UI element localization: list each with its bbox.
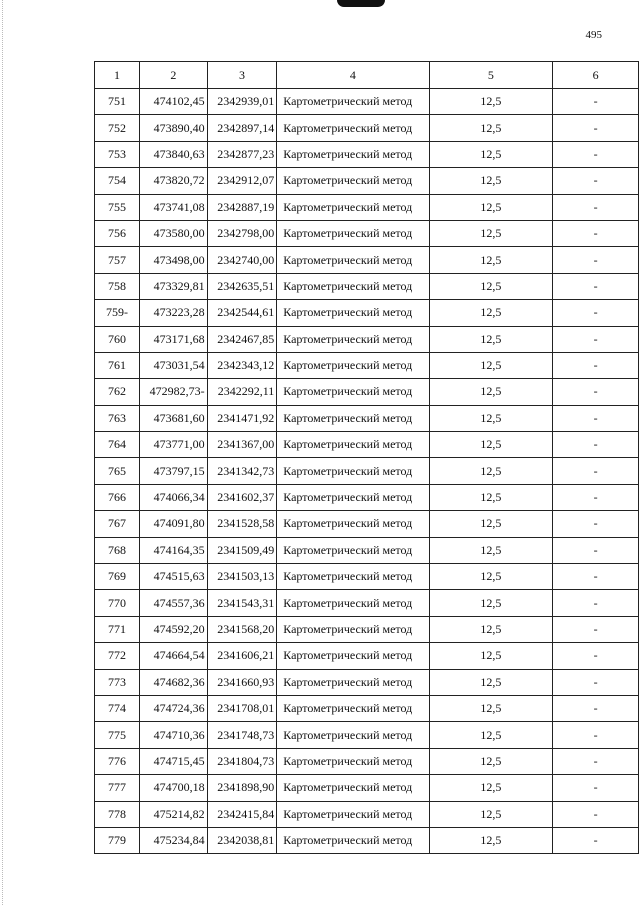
point-number-cell: 760 xyxy=(95,326,140,352)
accuracy-cell: 12,5 xyxy=(429,695,553,721)
table-row xyxy=(95,511,639,537)
note-cell: - xyxy=(553,537,639,563)
table-row xyxy=(95,669,639,695)
point-number-cell: 767 xyxy=(95,511,140,537)
x-coordinate-cell: 474592,20 xyxy=(140,616,208,642)
x-coordinate-cell: 473890,40 xyxy=(140,115,208,141)
method-cell: Картометрический метод xyxy=(277,537,429,563)
note-cell: - xyxy=(553,115,639,141)
accuracy-cell: 12,5 xyxy=(429,379,553,405)
y-coordinate-cell: 2341568,20 xyxy=(207,616,277,642)
note-cell: - xyxy=(553,695,639,721)
method-cell: Картометрический метод xyxy=(277,115,429,141)
note-cell: - xyxy=(553,722,639,748)
method-cell: Картометрический метод xyxy=(277,168,429,194)
x-coordinate-cell: 475214,82 xyxy=(140,801,208,827)
point-number-cell: 766 xyxy=(95,484,140,510)
method-cell: Картометрический метод xyxy=(277,273,429,299)
table-row xyxy=(95,168,639,194)
table-row xyxy=(95,748,639,774)
y-coordinate-cell: 2341503,13 xyxy=(207,564,277,590)
accuracy-cell: 12,5 xyxy=(429,141,553,167)
x-coordinate-cell: 472982,73- xyxy=(140,379,208,405)
note-cell: - xyxy=(553,326,639,352)
x-coordinate-cell: 473820,72 xyxy=(140,168,208,194)
accuracy-cell: 12,5 xyxy=(429,722,553,748)
method-cell: Картометрический метод xyxy=(277,801,429,827)
x-coordinate-cell: 473171,68 xyxy=(140,326,208,352)
x-coordinate-cell: 473681,60 xyxy=(140,405,208,431)
coordinates-table xyxy=(94,61,639,854)
note-cell: - xyxy=(553,827,639,853)
point-number-cell: 764 xyxy=(95,432,140,458)
y-coordinate-cell: 2341898,90 xyxy=(207,775,277,801)
method-cell: Картометрический метод xyxy=(277,748,429,774)
table-row xyxy=(95,352,639,378)
accuracy-cell: 12,5 xyxy=(429,616,553,642)
table-row xyxy=(95,643,639,669)
accuracy-cell: 12,5 xyxy=(429,564,553,590)
y-coordinate-cell: 2342887,19 xyxy=(207,194,277,220)
point-number-cell: 774 xyxy=(95,695,140,721)
y-coordinate-cell: 2341602,37 xyxy=(207,484,277,510)
page-edge xyxy=(2,0,4,905)
point-number-cell: 753 xyxy=(95,141,140,167)
point-number-cell: 768 xyxy=(95,537,140,563)
table-row xyxy=(95,775,639,801)
x-coordinate-cell: 473797,15 xyxy=(140,458,208,484)
y-coordinate-cell: 2342635,51 xyxy=(207,273,277,299)
point-number-cell: 763 xyxy=(95,405,140,431)
point-number-cell: 775 xyxy=(95,722,140,748)
y-coordinate-cell: 2341342,73 xyxy=(207,458,277,484)
accuracy-cell: 12,5 xyxy=(429,458,553,484)
note-cell: - xyxy=(553,590,639,616)
x-coordinate-cell: 474715,45 xyxy=(140,748,208,774)
method-cell: Картометрический метод xyxy=(277,458,429,484)
note-cell: - xyxy=(553,748,639,774)
scan-mark xyxy=(337,0,385,7)
accuracy-cell: 12,5 xyxy=(429,801,553,827)
x-coordinate-cell: 473329,81 xyxy=(140,273,208,299)
method-cell: Картометрический метод xyxy=(277,590,429,616)
method-cell: Картометрический метод xyxy=(277,775,429,801)
method-cell: Картометрический метод xyxy=(277,379,429,405)
table-row xyxy=(95,300,639,326)
accuracy-cell: 12,5 xyxy=(429,590,553,616)
table-row xyxy=(95,801,639,827)
method-cell: Картометрический метод xyxy=(277,220,429,246)
x-coordinate-cell: 474710,36 xyxy=(140,722,208,748)
note-cell: - xyxy=(553,775,639,801)
table-row xyxy=(95,695,639,721)
point-number-cell: 752 xyxy=(95,115,140,141)
note-cell: - xyxy=(553,141,639,167)
note-cell: - xyxy=(553,564,639,590)
note-cell: - xyxy=(553,300,639,326)
page-number: 495 xyxy=(585,29,602,41)
table-row xyxy=(95,89,639,115)
note-cell: - xyxy=(553,89,639,115)
point-number-cell: 778 xyxy=(95,801,140,827)
method-cell: Картометрический метод xyxy=(277,432,429,458)
note-cell: - xyxy=(553,352,639,378)
point-number-cell: 773 xyxy=(95,669,140,695)
table-row xyxy=(95,115,639,141)
table-row xyxy=(95,458,639,484)
table-row xyxy=(95,405,639,431)
x-coordinate-cell: 474682,36 xyxy=(140,669,208,695)
note-cell: - xyxy=(553,273,639,299)
note-cell: - xyxy=(553,194,639,220)
method-cell: Картометрический метод xyxy=(277,89,429,115)
accuracy-cell: 12,5 xyxy=(429,405,553,431)
accuracy-cell: 12,5 xyxy=(429,748,553,774)
table-row xyxy=(95,247,639,273)
x-coordinate-cell: 473498,00 xyxy=(140,247,208,273)
accuracy-cell: 12,5 xyxy=(429,643,553,669)
method-cell: Картометрический метод xyxy=(277,247,429,273)
y-coordinate-cell: 2342912,07 xyxy=(207,168,277,194)
y-coordinate-cell: 2341471,92 xyxy=(207,405,277,431)
x-coordinate-cell: 473580,00 xyxy=(140,220,208,246)
point-number-cell: 759- xyxy=(95,300,140,326)
point-number-cell: 754 xyxy=(95,168,140,194)
accuracy-cell: 12,5 xyxy=(429,326,553,352)
x-coordinate-cell: 473771,00 xyxy=(140,432,208,458)
table-row xyxy=(95,722,639,748)
point-number-cell: 770 xyxy=(95,590,140,616)
point-number-cell: 765 xyxy=(95,458,140,484)
table-row xyxy=(95,379,639,405)
x-coordinate-cell: 474664,54 xyxy=(140,643,208,669)
method-cell: Картометрический метод xyxy=(277,643,429,669)
header-cell: 5 xyxy=(429,62,553,89)
header-cell: 1 xyxy=(95,62,140,89)
table-header-row xyxy=(95,62,639,89)
method-cell: Картометрический метод xyxy=(277,722,429,748)
note-cell: - xyxy=(553,616,639,642)
note-cell: - xyxy=(553,405,639,431)
y-coordinate-cell: 2342544,61 xyxy=(207,300,277,326)
x-coordinate-cell: 474724,36 xyxy=(140,695,208,721)
note-cell: - xyxy=(553,220,639,246)
method-cell: Картометрический метод xyxy=(277,352,429,378)
point-number-cell: 772 xyxy=(95,643,140,669)
y-coordinate-cell: 2341660,93 xyxy=(207,669,277,695)
y-coordinate-cell: 2341804,73 xyxy=(207,748,277,774)
y-coordinate-cell: 2341748,73 xyxy=(207,722,277,748)
note-cell: - xyxy=(553,379,639,405)
point-number-cell: 756 xyxy=(95,220,140,246)
y-coordinate-cell: 2342292,11 xyxy=(207,379,277,405)
method-cell: Картометрический метод xyxy=(277,484,429,510)
accuracy-cell: 12,5 xyxy=(429,194,553,220)
method-cell: Картометрический метод xyxy=(277,511,429,537)
method-cell: Картометрический метод xyxy=(277,141,429,167)
method-cell: Картометрический метод xyxy=(277,326,429,352)
note-cell: - xyxy=(553,511,639,537)
note-cell: - xyxy=(553,484,639,510)
note-cell: - xyxy=(553,669,639,695)
accuracy-cell: 12,5 xyxy=(429,432,553,458)
method-cell: Картометрический метод xyxy=(277,300,429,326)
table-row xyxy=(95,827,639,853)
x-coordinate-cell: 475234,84 xyxy=(140,827,208,853)
accuracy-cell: 12,5 xyxy=(429,300,553,326)
accuracy-cell: 12,5 xyxy=(429,273,553,299)
method-cell: Картометрический метод xyxy=(277,669,429,695)
x-coordinate-cell: 473223,28 xyxy=(140,300,208,326)
point-number-cell: 755 xyxy=(95,194,140,220)
method-cell: Картометрический метод xyxy=(277,695,429,721)
accuracy-cell: 12,5 xyxy=(429,484,553,510)
accuracy-cell: 12,5 xyxy=(429,352,553,378)
point-number-cell: 777 xyxy=(95,775,140,801)
method-cell: Картометрический метод xyxy=(277,616,429,642)
table-row xyxy=(95,432,639,458)
y-coordinate-cell: 2342897,14 xyxy=(207,115,277,141)
x-coordinate-cell: 474515,63 xyxy=(140,564,208,590)
method-cell: Картометрический метод xyxy=(277,194,429,220)
note-cell: - xyxy=(553,801,639,827)
x-coordinate-cell: 474091,80 xyxy=(140,511,208,537)
x-coordinate-cell: 474066,34 xyxy=(140,484,208,510)
y-coordinate-cell: 2342038,81 xyxy=(207,827,277,853)
y-coordinate-cell: 2342415,84 xyxy=(207,801,277,827)
y-coordinate-cell: 2341543,31 xyxy=(207,590,277,616)
point-number-cell: 758 xyxy=(95,273,140,299)
x-coordinate-cell: 474557,36 xyxy=(140,590,208,616)
header-cell: 2 xyxy=(140,62,208,89)
note-cell: - xyxy=(553,247,639,273)
x-coordinate-cell: 474164,35 xyxy=(140,537,208,563)
table-row xyxy=(95,273,639,299)
y-coordinate-cell: 2341606,21 xyxy=(207,643,277,669)
point-number-cell: 757 xyxy=(95,247,140,273)
table-row xyxy=(95,616,639,642)
y-coordinate-cell: 2341528,58 xyxy=(207,511,277,537)
table-row xyxy=(95,326,639,352)
table-row xyxy=(95,590,639,616)
table-row xyxy=(95,194,639,220)
y-coordinate-cell: 2342343,12 xyxy=(207,352,277,378)
x-coordinate-cell: 474700,18 xyxy=(140,775,208,801)
table-row xyxy=(95,141,639,167)
accuracy-cell: 12,5 xyxy=(429,669,553,695)
y-coordinate-cell: 2341367,00 xyxy=(207,432,277,458)
accuracy-cell: 12,5 xyxy=(429,827,553,853)
header-cell: 6 xyxy=(553,62,639,89)
x-coordinate-cell: 473741,08 xyxy=(140,194,208,220)
table-row xyxy=(95,484,639,510)
accuracy-cell: 12,5 xyxy=(429,115,553,141)
y-coordinate-cell: 2342467,85 xyxy=(207,326,277,352)
point-number-cell: 769 xyxy=(95,564,140,590)
accuracy-cell: 12,5 xyxy=(429,247,553,273)
point-number-cell: 779 xyxy=(95,827,140,853)
y-coordinate-cell: 2342939,01 xyxy=(207,89,277,115)
header-cell: 4 xyxy=(277,62,429,89)
note-cell: - xyxy=(553,168,639,194)
note-cell: - xyxy=(553,458,639,484)
point-number-cell: 771 xyxy=(95,616,140,642)
x-coordinate-cell: 474102,45 xyxy=(140,89,208,115)
point-number-cell: 751 xyxy=(95,89,140,115)
table-body xyxy=(95,89,639,854)
table-row xyxy=(95,220,639,246)
accuracy-cell: 12,5 xyxy=(429,775,553,801)
table-row xyxy=(95,564,639,590)
point-number-cell: 762 xyxy=(95,379,140,405)
point-number-cell: 761 xyxy=(95,352,140,378)
accuracy-cell: 12,5 xyxy=(429,537,553,563)
accuracy-cell: 12,5 xyxy=(429,89,553,115)
y-coordinate-cell: 2342740,00 xyxy=(207,247,277,273)
method-cell: Картометрический метод xyxy=(277,827,429,853)
accuracy-cell: 12,5 xyxy=(429,220,553,246)
note-cell: - xyxy=(553,432,639,458)
x-coordinate-cell: 473031,54 xyxy=(140,352,208,378)
point-number-cell: 776 xyxy=(95,748,140,774)
y-coordinate-cell: 2342798,00 xyxy=(207,220,277,246)
header-cell: 3 xyxy=(207,62,277,89)
x-coordinate-cell: 473840,63 xyxy=(140,141,208,167)
y-coordinate-cell: 2341509,49 xyxy=(207,537,277,563)
method-cell: Картометрический метод xyxy=(277,405,429,431)
table-row xyxy=(95,537,639,563)
accuracy-cell: 12,5 xyxy=(429,511,553,537)
y-coordinate-cell: 2341708,01 xyxy=(207,695,277,721)
method-cell: Картометрический метод xyxy=(277,564,429,590)
accuracy-cell: 12,5 xyxy=(429,168,553,194)
note-cell: - xyxy=(553,643,639,669)
y-coordinate-cell: 2342877,23 xyxy=(207,141,277,167)
